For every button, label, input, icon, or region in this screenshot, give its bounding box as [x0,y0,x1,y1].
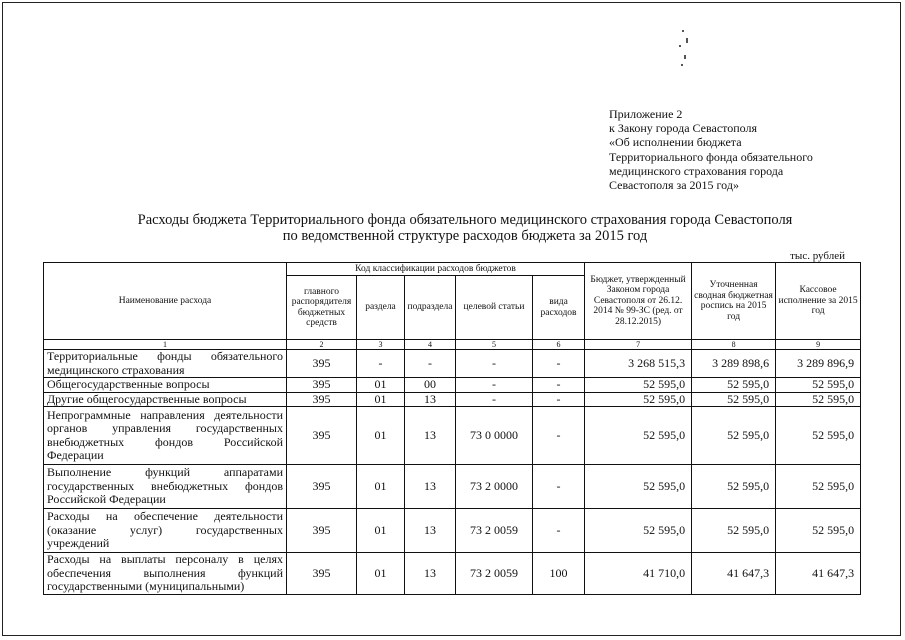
row-admin: 395 [287,465,357,509]
row-section: 01 [357,378,405,393]
row-name: Расходы на выплаты персоналу в целях обеспечения выполнения функций государственными (муниципальными) [44,553,287,595]
annex-line: Приложение 2 [609,107,683,121]
row-admin: 395 [287,392,357,407]
row-name: Другие общегосударственные вопросы [44,392,287,407]
row-subsection: 13 [405,465,456,509]
row-executed: 52 595,0 [776,407,861,465]
row-section: 01 [357,465,405,509]
title-line-1: Расходы бюджета Территориального фонда обязательного медицинского страхования города Севастополя [137,212,793,228]
row-section: 01 [357,392,405,407]
header-main-admin: главного распорядителя бюджетных средств [287,276,357,340]
row-type: - [533,509,585,553]
header-name: Наименование расхода [44,263,287,340]
document-title [60,212,870,244]
row-refined: 41 647,3 [692,553,776,595]
header-target: целевой статьи [456,276,533,340]
row-section: 01 [357,509,405,553]
row-type: - [533,392,585,407]
row-target: 73 2 0059 [456,553,533,595]
row-executed: 3 289 896,9 [776,350,861,378]
row-approved: 52 595,0 [585,378,692,393]
row-executed: 52 595,0 [776,509,861,553]
row-approved: 52 595,0 [585,509,692,553]
header-cash-execution: Кассовое исполнение за 2015 год [776,263,861,340]
row-executed: 41 647,3 [776,553,861,595]
col-number: 5 [456,340,533,350]
row-admin: 395 [287,350,357,378]
scan-speck [686,38,688,43]
row-type: - [533,465,585,509]
row-type: - [533,407,585,465]
table-row [44,509,861,553]
row-admin: 395 [287,407,357,465]
row-name: Выполнение функций аппаратами государственных внебюджетных фондов Российской Федерации [44,465,287,509]
row-target: 73 2 0000 [456,465,533,509]
header-expense-type: вида расходов [533,276,585,340]
row-refined: 3 289 898,6 [692,350,776,378]
row-target: - [456,392,533,407]
row-executed: 52 595,0 [776,378,861,393]
col-number: 6 [533,340,585,350]
row-type: - [533,378,585,393]
row-target: - [456,350,533,378]
table-row [44,378,861,393]
row-subsection: 13 [405,392,456,407]
row-admin: 395 [287,378,357,393]
row-refined: 52 595,0 [692,407,776,465]
row-name: Непрограммные направления деятельности органов управления государственных внебюджетных фондов Российской Федерации [44,407,287,465]
row-approved: 52 595,0 [585,392,692,407]
table-row [44,350,861,378]
table-row [44,392,861,407]
row-type: - [533,350,585,378]
row-name: Общегосударственные вопросы [44,378,287,393]
row-section: 01 [357,407,405,465]
header-approved-budget: Бюджет, утвержденный Законом города Севастополя от 26.12. 2014 № 99-ЗС (ред. от 28.12.2015) [585,263,692,340]
row-name: Расходы на обеспечение деятельности (оказание услуг) государственных учреждений [44,509,287,553]
col-number: 2 [287,340,357,350]
row-type: 100 [533,553,585,595]
row-section: 01 [357,553,405,595]
row-section: - [357,350,405,378]
scan-speck [679,45,681,47]
row-subsection: 13 [405,407,456,465]
row-approved: 41 710,0 [585,553,692,595]
scan-speck [682,30,684,32]
annex-line: Территориального фонда обязательного [609,149,813,164]
row-executed: 52 595,0 [776,392,861,407]
row-refined: 52 595,0 [692,465,776,509]
row-target: 73 0 0000 [456,407,533,465]
col-number: 4 [405,340,456,350]
annex-line: «Об исполнении бюджета [609,135,742,150]
col-number: 1 [44,340,287,350]
table-row [44,465,861,509]
header-subsection: подраздела [405,276,456,340]
row-name: Территориальные фонды обязательного медицинского страхования [44,350,287,378]
row-admin: 395 [287,553,357,595]
row-approved: 3 268 515,3 [585,350,692,378]
row-executed: 52 595,0 [776,465,861,509]
header-code-group: Код классификации расходов бюджетов [287,263,585,276]
col-number: 7 [585,340,692,350]
row-approved: 52 595,0 [585,465,692,509]
col-number: 8 [692,340,776,350]
units-label: тыс. рублей [790,250,845,262]
row-refined: 52 595,0 [692,392,776,407]
row-subsection: 13 [405,509,456,553]
row-subsection: 00 [405,378,456,393]
annex-line: Севастополя за 2015 год» [609,178,739,193]
row-subsection: 13 [405,553,456,595]
annex-block [609,107,859,192]
row-approved: 52 595,0 [585,407,692,465]
row-refined: 52 595,0 [692,509,776,553]
row-subsection: - [405,350,456,378]
row-target: - [456,378,533,393]
row-target: 73 2 0059 [456,509,533,553]
header-section: раздела [357,276,405,340]
row-refined: 52 595,0 [692,378,776,393]
title-line-2: по ведомственной структуре расходов бюджета за 2015 год [282,228,648,244]
col-number: 9 [776,340,861,350]
table-row [44,553,861,595]
annex-line: медицинского страхования города [609,163,784,178]
annex-line: к Закону города Севастополя [609,121,758,136]
header-refined-budget: Уточненная сводная бюджетная роспись на 2015 год [692,263,776,340]
scan-speck [684,55,686,59]
scan-speck [681,64,683,66]
expenditure-table [43,262,861,595]
table-row [44,407,861,465]
col-number: 3 [357,340,405,350]
row-admin: 395 [287,509,357,553]
